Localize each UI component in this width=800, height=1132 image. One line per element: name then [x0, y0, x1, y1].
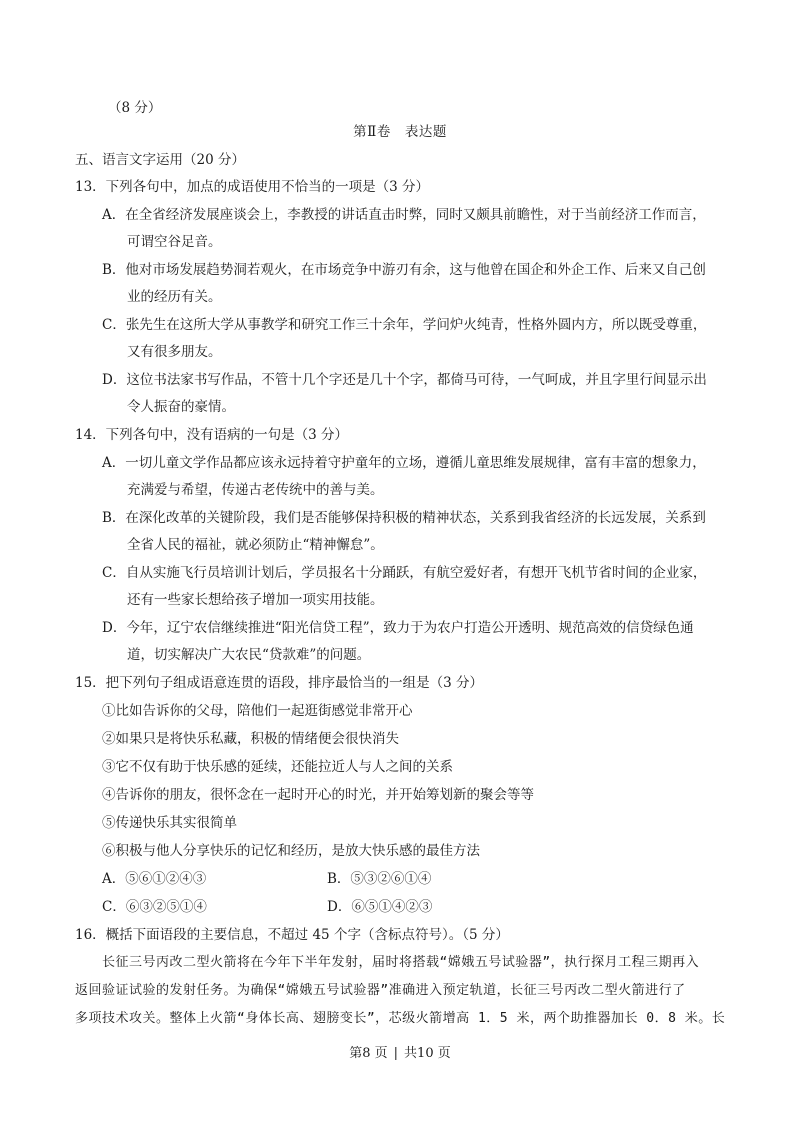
q15-option-d: D．⑥⑤①④②③	[327, 899, 433, 915]
q14-option-b-cont: 全省人民的福祉，就必须防止“精神懈怠”。	[127, 537, 384, 553]
q13-option-b: B．他对市场发展趋势洞若观火，在市场竞争中游刃有余，这与他曾在国企和外企工作、后来又自己创	[102, 262, 706, 278]
q15-stem: 15．把下列句子组成语意连贯的语段，排序最恰当的一组是（3 分）	[75, 675, 484, 691]
q13-option-c-cont: 又有很多朋友。	[127, 344, 222, 360]
q16-passage-line-2: 返回验证试验的发射任务。为确保“嫦娥五号试验器”准确进入预定轨道，长征三号丙改二型火箭进行了	[75, 983, 686, 998]
q14-option-c-cont: 还有一些家长想给孩子增加一项实用技能。	[127, 592, 384, 608]
q15-option-b: B．⑤③②⑥①④	[327, 871, 432, 887]
page-number: 第8 页	[349, 1046, 388, 1061]
q16-passage-line-3: 多项技术攻关。整体上火箭“身体长高、翅膀变长”，芯级火箭增高 1．5 米，两个助推器加长 0．8 米。长	[75, 1011, 726, 1026]
q16-stem: 16．概括下面语段的主要信息，不超过 45 个字（含标点符号）。（5 分）	[75, 927, 509, 943]
q14-option-c: C．自从实施飞行员培训计划后，学员报名十分踊跃，有航空爱好者，有想开飞机节省时间的企业家，	[102, 565, 707, 581]
q15-sentence-3: ③它不仅有助于快乐感的延续，还能拉近人与人之间的关系	[102, 759, 453, 775]
q14-option-b: B．在深化改革的关键阶段，我们是否能够保持积极的精神状态，关系到我省经济的长远发展，关系到	[102, 510, 706, 526]
section-name: 表达题	[404, 124, 447, 140]
q13-option-d: D．这位书法家书写作品，不管十几个字还是几十个字，都倚马可待，一气呵成，并且字里行间显示出	[102, 372, 707, 388]
q13-option-d-cont: 令人振奋的豪情。	[127, 399, 235, 415]
q14-option-a: A．一切儿童文学作品都应该永远持着守护童年的立场，遵循儿童思维发展规律，富有丰富的想象力，	[102, 455, 706, 471]
q15-option-a: A．⑤⑥①②④③	[102, 871, 207, 887]
page-footer	[0, 1044, 800, 1064]
q15-option-c: C．⑥③②⑤①④	[102, 899, 207, 915]
q14-option-d: D．今年，辽宁农信继续推进“阳光信贷工程”，致力于为农户打造公开透明、规范高效的信贷绿色通	[102, 620, 694, 636]
q14-option-a-cont: 充满爱与希望，传递古老传统中的善与美。	[127, 482, 384, 498]
page-total: 共10 页	[404, 1046, 451, 1061]
q14-stem: 14．下列各句中，没有语病的一句是（3 分）	[75, 427, 349, 443]
q14-option-d-cont: 道，切实解决广大农民“贷款难”的问题。	[127, 647, 371, 663]
q13-stem: 13．下列各句中，加点的成语使用不恰当的一项是（3 分）	[75, 179, 430, 195]
q15-sentence-6: ⑥积极与他人分享快乐的记忆和经历，是放大快乐感的最佳方法	[102, 843, 480, 859]
section-title	[0, 122, 800, 142]
footer-separator: |	[393, 1046, 399, 1061]
q15-sentence-4: ④告诉你的朋友，很怀念在一起时开心的时光，并开始筹划新的聚会等等	[102, 787, 534, 803]
q13-option-a-cont: 可谓空谷足音。	[127, 234, 222, 250]
q15-sentence-2: ②如果只是将快乐私藏，积极的情绪便会很快消失	[102, 731, 399, 747]
heading-part-five: 五、语言文字运用（20 分）	[75, 152, 245, 168]
previous-question-score: （8 分）	[108, 100, 162, 116]
q15-sentence-1: ①比如告诉你的父母，陪他们一起逛街感觉非常开心	[102, 703, 413, 719]
q13-option-a: A．在全省经济发展座谈会上，李教授的讲话直击时弊，同时又颇具前瞻性，对于当前经济工作而言，	[102, 207, 706, 223]
q13-option-b-cont: 业的经历有关。	[127, 289, 222, 305]
q13-option-c: C．张先生在这所大学从事教学和研究工作三十余年，学问炉火纯青，性格外圆内方，所以既受尊重，	[102, 317, 707, 333]
section-part: 第Ⅱ卷	[353, 124, 391, 140]
q15-sentence-5: ⑤传递快乐其实很简单	[102, 815, 237, 831]
q16-passage-line-1: 长征三号丙改二型火箭将在今年下半年发射，届时将搭载“嫦娥五号试验器”，执行探月工程三期再入	[102, 955, 700, 970]
